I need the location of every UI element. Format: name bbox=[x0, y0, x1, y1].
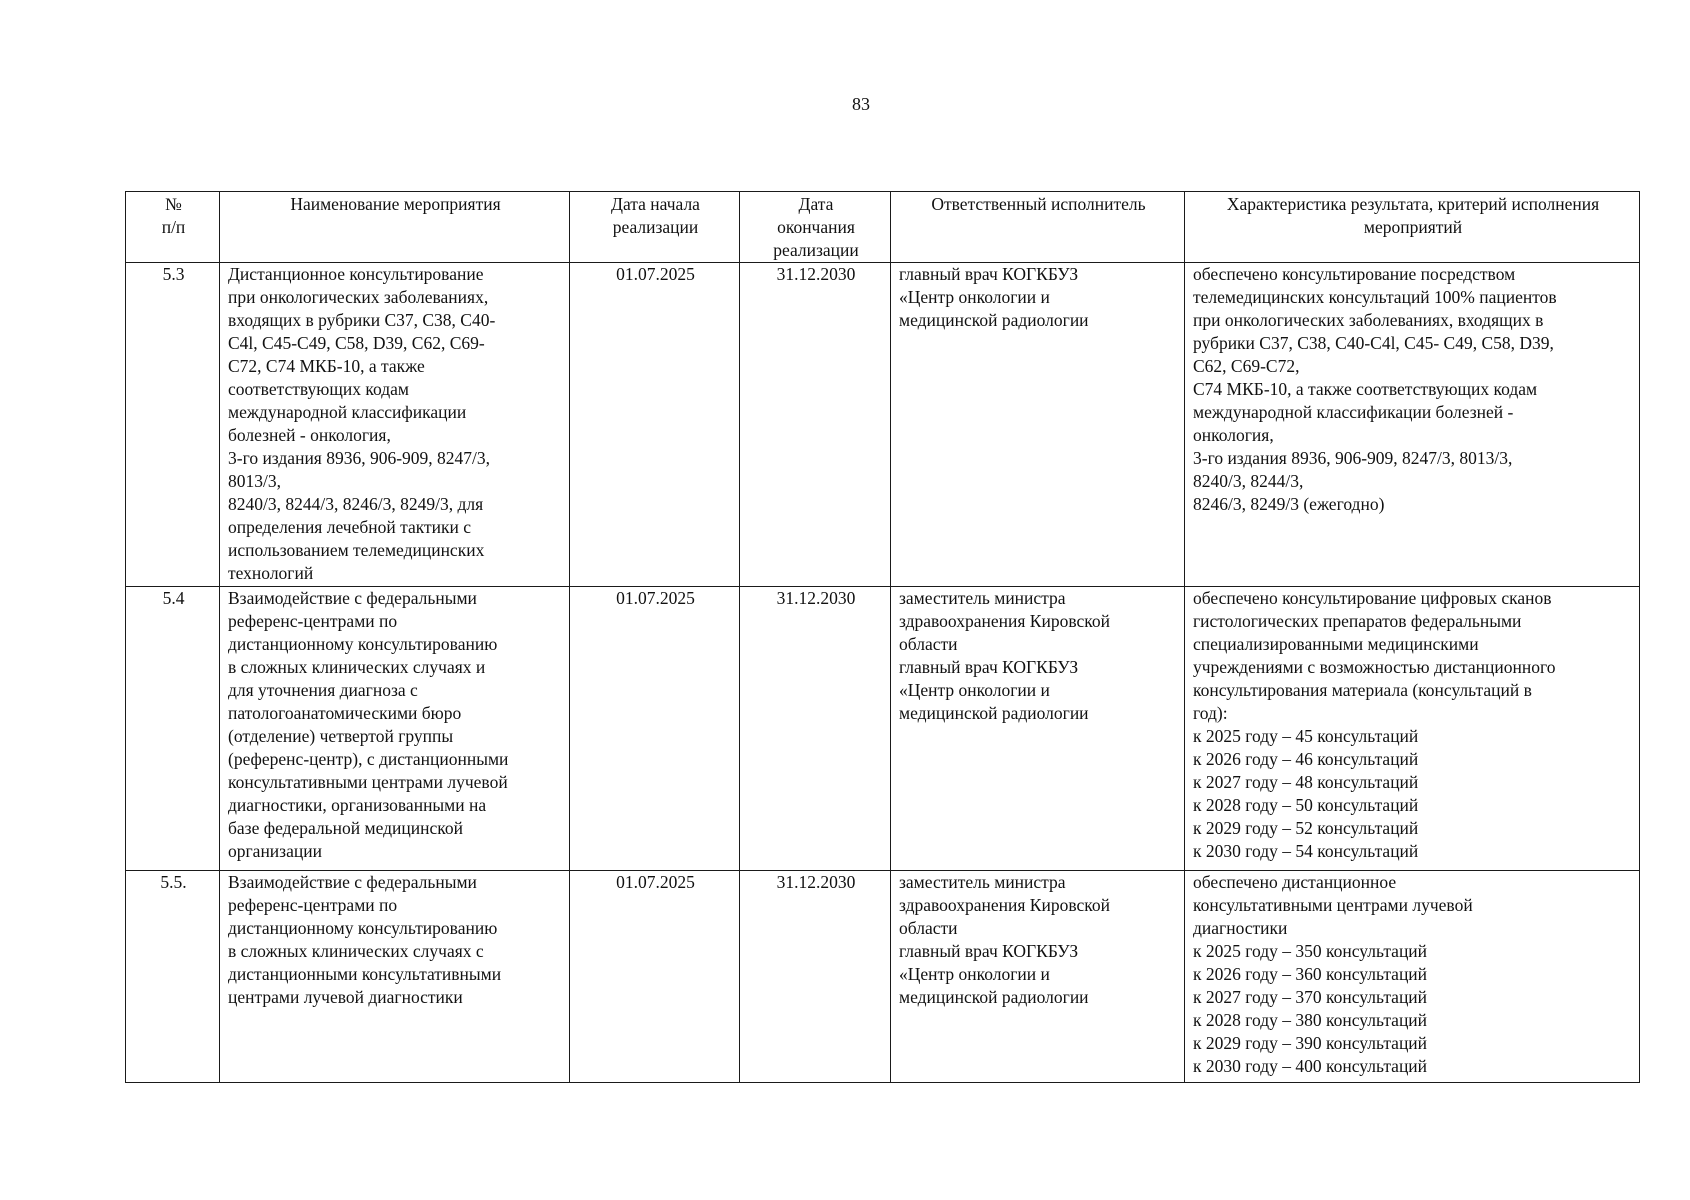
result-line: рубрики С37, С38, С40-С4l, С45- С49, С58, D39, bbox=[1193, 333, 1554, 353]
activity-name-line: дистанционному консультированию bbox=[228, 634, 498, 654]
result-line: консультативными центрами лучевой bbox=[1193, 895, 1473, 915]
end-date-cell: 31.12.2030 bbox=[740, 587, 891, 871]
responsible-line: главный врач КОГКБУЗ bbox=[899, 941, 1079, 961]
activity-name-line: соответствующих кодам bbox=[228, 379, 409, 399]
result-line: к 2025 году – 45 консультаций bbox=[1193, 726, 1419, 746]
responsible-line: главный врач КОГКБУЗ bbox=[899, 657, 1079, 677]
result-line: гистологических препаратов федеральными bbox=[1193, 611, 1522, 631]
activity-name-line: организации bbox=[228, 841, 322, 861]
result-line: 3-го издания 8936, 906-909, 8247/3, 8013/3, bbox=[1193, 448, 1513, 468]
result-cell bbox=[1185, 263, 1640, 587]
result-line: к 2028 году – 50 консультаций bbox=[1193, 795, 1419, 815]
result-line: онкология, bbox=[1193, 425, 1274, 445]
activity-name-line: в сложных клинических случаях и bbox=[228, 657, 486, 677]
responsible-line: медицинской радиологии bbox=[899, 987, 1089, 1007]
header-result bbox=[1185, 192, 1640, 263]
result-line: к 2030 году – 54 консультаций bbox=[1193, 841, 1419, 861]
result-line: консультирования материала (консультаций в bbox=[1193, 680, 1532, 700]
activity-name-line: Дистанционное консультирование bbox=[228, 264, 484, 284]
result-cell bbox=[1185, 871, 1640, 1083]
header-end-date bbox=[740, 192, 891, 263]
activity-name-line: технологий bbox=[228, 563, 314, 583]
result-line: 8246/3, 8249/3 (ежегодно) bbox=[1193, 494, 1385, 514]
header-name bbox=[220, 192, 570, 263]
result-line: специализированными медицинскими bbox=[1193, 634, 1479, 654]
responsible-line: здравоохранения Кировской bbox=[899, 895, 1110, 915]
table-row bbox=[126, 587, 1640, 871]
result-line: обеспечено консультирование посредством bbox=[1193, 264, 1516, 284]
page-number: 83 bbox=[852, 94, 870, 114]
responsible-line: медицинской радиологии bbox=[899, 310, 1089, 330]
header-line: Ответственный исполнитель bbox=[931, 194, 1146, 214]
result-line: к 2026 году – 360 консультаций bbox=[1193, 964, 1428, 984]
responsible-line: «Центр онкологии и bbox=[899, 680, 1050, 700]
responsible-line: медицинской радиологии bbox=[899, 703, 1089, 723]
responsible-line: «Центр онкологии и bbox=[899, 287, 1050, 307]
result-line: С74 МКБ-10, а также соответствующих кодам bbox=[1193, 379, 1538, 399]
header-responsible bbox=[891, 192, 1185, 263]
activity-name-line: С4l, С45-С49, С58, D39, С62, С69- bbox=[228, 333, 485, 353]
header-line: Характеристика результата, критерий исполнения bbox=[1226, 194, 1600, 214]
row-num-cell: 5.3 bbox=[126, 263, 220, 587]
activity-name-line: болезней - онкология, bbox=[228, 425, 391, 445]
activity-name-line: консультативными центрами лучевой bbox=[228, 772, 508, 792]
activity-name-line: использованием телемедицинских bbox=[228, 540, 485, 560]
activity-name-cell bbox=[220, 871, 570, 1083]
result-line: телемедицинских консультаций 100% пациентов bbox=[1193, 287, 1557, 307]
responsible-line: главный врач КОГКБУЗ bbox=[899, 264, 1079, 284]
responsible-cell bbox=[891, 871, 1185, 1083]
responsible-line: заместитель министра bbox=[899, 588, 1066, 608]
activity-name-line: референс-центрами по bbox=[228, 895, 398, 915]
header-line: мероприятий bbox=[1363, 217, 1463, 237]
activity-name-line: дистанционному консультированию bbox=[228, 918, 498, 938]
header-line: реализации bbox=[773, 240, 859, 260]
responsible-line: здравоохранения Кировской bbox=[899, 611, 1110, 631]
header-num bbox=[126, 192, 220, 263]
responsible-line: области bbox=[899, 918, 958, 938]
header-line: Дата bbox=[798, 194, 834, 214]
activities-table bbox=[125, 191, 1640, 1083]
activity-name-line: входящих в рубрики С37, С38, С40- bbox=[228, 310, 496, 330]
activity-name-line: 8240/3, 8244/3, 8246/3, 8249/3, для bbox=[228, 494, 484, 514]
table-row bbox=[126, 871, 1640, 1083]
result-line: к 2026 году – 46 консультаций bbox=[1193, 749, 1419, 769]
result-line: С62, С69-С72, bbox=[1193, 356, 1300, 376]
result-line: к 2030 году – 400 консультаций bbox=[1193, 1056, 1428, 1076]
header-line: Наименование мероприятия bbox=[290, 194, 501, 214]
activity-name-cell bbox=[220, 263, 570, 587]
activity-name-line: диагностики, организованными на bbox=[228, 795, 487, 815]
result-line: обеспечено дистанционное bbox=[1193, 872, 1397, 892]
activity-name-line: международной классификации bbox=[228, 402, 467, 422]
header-line: п/п bbox=[161, 217, 186, 237]
header-line: Дата начала bbox=[611, 194, 700, 214]
activity-name-line: (референс-центр), с дистанционными bbox=[228, 749, 509, 769]
activity-name-line: в сложных клинических случаях с bbox=[228, 941, 484, 961]
activity-name-line: для уточнения диагноза с bbox=[228, 680, 418, 700]
result-line: к 2029 году – 52 консультаций bbox=[1193, 818, 1419, 838]
header-line: реализации bbox=[612, 217, 699, 237]
result-line: учреждениями с возможностью дистанционного bbox=[1193, 657, 1556, 677]
activity-name-line: 8013/3, bbox=[228, 471, 281, 491]
responsible-line: области bbox=[899, 634, 958, 654]
start-date-cell: 01.07.2025 bbox=[570, 871, 740, 1083]
result-line: к 2028 году – 380 консультаций bbox=[1193, 1010, 1428, 1030]
activity-name-line: дистанционными консультативными bbox=[228, 964, 502, 984]
activity-name-line: Взаимодействие с федеральными bbox=[228, 872, 477, 892]
result-line: к 2027 году – 370 консультаций bbox=[1193, 987, 1428, 1007]
header-line: окончания bbox=[777, 217, 855, 237]
activity-name-cell bbox=[220, 587, 570, 871]
activity-name-line: центрами лучевой диагностики bbox=[228, 987, 463, 1007]
start-date-cell: 01.07.2025 bbox=[570, 587, 740, 871]
activity-name-line: определения лечебной тактики с bbox=[228, 517, 472, 537]
result-line: международной классификации болезней - bbox=[1193, 402, 1514, 422]
activity-name-line: референс-центрами по bbox=[228, 611, 398, 631]
responsible-line: «Центр онкологии и bbox=[899, 964, 1050, 984]
activity-name-line: С72, С74 МКБ-10, а также bbox=[228, 356, 425, 376]
responsible-cell bbox=[891, 263, 1185, 587]
result-line: при онкологических заболеваниях, входящих в bbox=[1193, 310, 1544, 330]
table-header-row bbox=[126, 192, 1640, 263]
start-date-cell: 01.07.2025 bbox=[570, 263, 740, 587]
end-date-cell: 31.12.2030 bbox=[740, 263, 891, 587]
activity-name-line: базе федеральной медицинской bbox=[228, 818, 463, 838]
result-line: обеспечено консультирование цифровых сканов bbox=[1193, 588, 1552, 608]
header-line: № bbox=[165, 194, 182, 214]
responsible-cell bbox=[891, 587, 1185, 871]
header-start-date bbox=[570, 192, 740, 263]
result-cell bbox=[1185, 587, 1640, 871]
result-line: к 2029 году – 390 консультаций bbox=[1193, 1033, 1428, 1053]
table-row bbox=[126, 263, 1640, 587]
result-line: год): bbox=[1193, 703, 1228, 723]
result-line: 8240/3, 8244/3, bbox=[1193, 471, 1304, 491]
activity-name-line: Взаимодействие с федеральными bbox=[228, 588, 477, 608]
result-line: к 2027 году – 48 консультаций bbox=[1193, 772, 1419, 792]
result-line: диагностики bbox=[1193, 918, 1288, 938]
activity-name-line: (отделение) четвертой группы bbox=[228, 726, 454, 746]
row-num-cell: 5.5. bbox=[126, 871, 220, 1083]
responsible-line: заместитель министра bbox=[899, 872, 1066, 892]
activity-name-line: 3-го издания 8936, 906-909, 8247/3, bbox=[228, 448, 491, 468]
activity-name-line: патологоанатомическими бюро bbox=[228, 703, 462, 723]
result-line: к 2025 году – 350 консультаций bbox=[1193, 941, 1428, 961]
activity-name-line: при онкологических заболеваниях, bbox=[228, 287, 489, 307]
row-num-cell: 5.4 bbox=[126, 587, 220, 871]
end-date-cell: 31.12.2030 bbox=[740, 871, 891, 1083]
